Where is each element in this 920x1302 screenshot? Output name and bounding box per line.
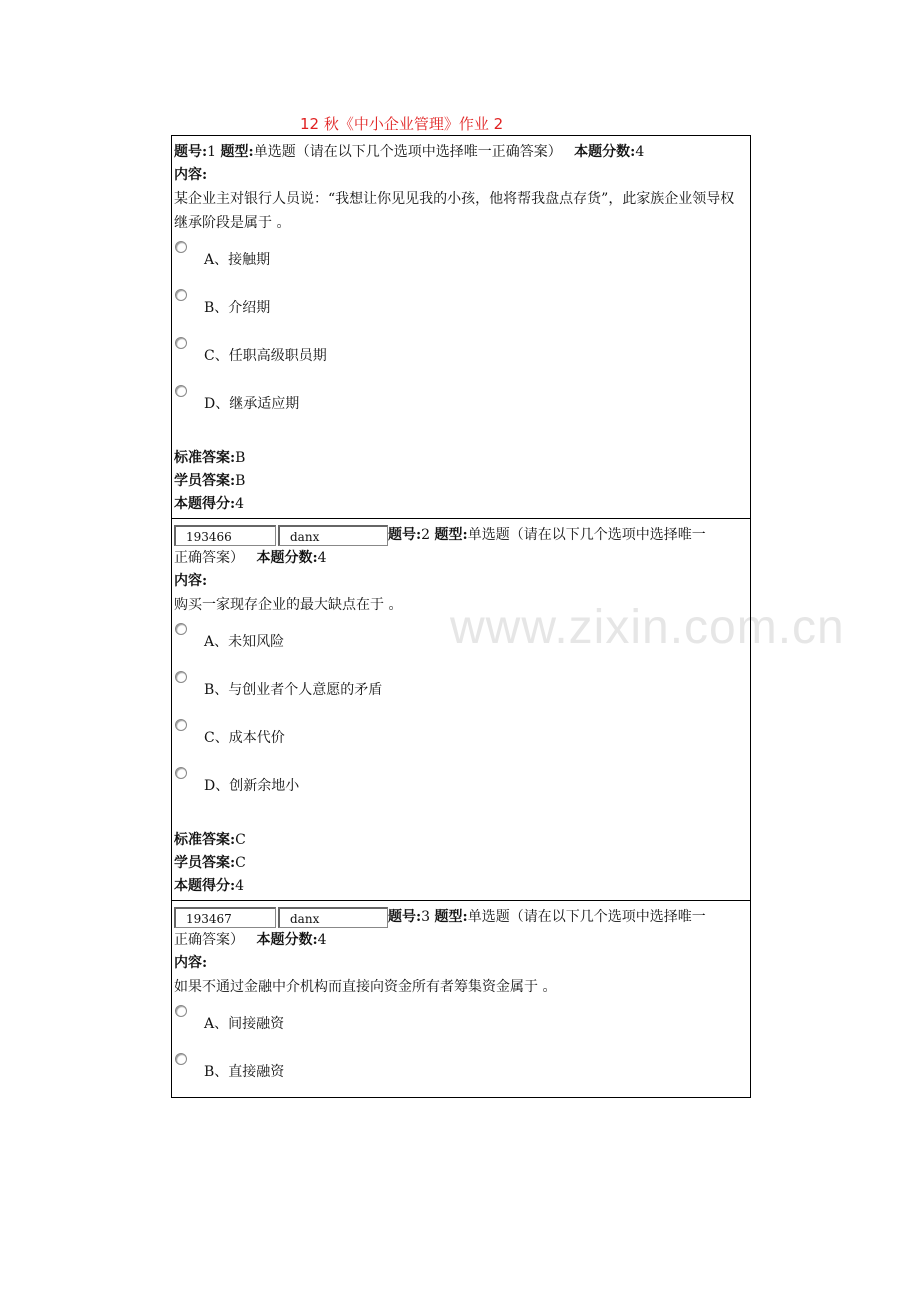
stu-answer-label: 学员答案: [174, 473, 236, 489]
option-label: A、未知风险 [204, 634, 285, 650]
question-header [174, 906, 748, 929]
option-label: C、成本代价 [204, 730, 285, 746]
question-code-field[interactable]: danx [278, 525, 388, 546]
option-b[interactable] [174, 665, 748, 713]
question-header [174, 141, 748, 164]
score-value: 4 [635, 144, 645, 160]
radio-icon[interactable] [175, 719, 187, 731]
option-label: C、任职高级职员期 [204, 348, 327, 364]
content-label: 内容: [174, 955, 208, 971]
got-score-value: 4 [235, 878, 245, 894]
option-label: B、与创业者个人意愿的矛盾 [204, 682, 383, 698]
questions-container [171, 135, 751, 1098]
qtype-value: 单选题（请在以下几个选项中选择唯一 [467, 909, 706, 925]
option-label: B、直接融资 [204, 1064, 285, 1080]
radio-icon[interactable] [175, 241, 187, 253]
content-label: 内容: [174, 167, 208, 183]
question-id-field[interactable]: 193467 [174, 907, 276, 928]
got-score-label: 本题得分: [174, 496, 236, 512]
option-d[interactable] [174, 761, 748, 809]
option-a[interactable] [174, 235, 748, 283]
qtype-value-cont: 正确答案） [174, 550, 244, 566]
got-score-label: 本题得分: [174, 878, 236, 894]
radio-icon[interactable] [175, 1053, 187, 1065]
stu-answer-label: 学员答案: [174, 855, 236, 871]
watermark: www.zixin.com.cn [450, 601, 845, 654]
score-label: 本题分数: [256, 550, 318, 566]
answer-block [174, 829, 748, 898]
qtype-value-cont: 正确答案） [174, 932, 244, 948]
score-label: 本题分数: [256, 932, 318, 948]
option-label: D、创新余地小 [204, 778, 300, 794]
stu-answer-value: C [235, 855, 246, 871]
qnum-label: 题号: [388, 527, 422, 543]
option-a[interactable] [174, 617, 748, 665]
std-answer-value: C [235, 832, 246, 848]
option-b[interactable] [174, 1047, 748, 1095]
qtype-label: 题型: [434, 909, 468, 925]
radio-icon[interactable] [175, 1005, 187, 1017]
page-title: 12 秋《中小企业管理》作业 2 [300, 115, 504, 133]
radio-icon[interactable] [175, 671, 187, 683]
qnum-value: 3 [421, 909, 431, 925]
radio-icon[interactable] [175, 623, 187, 635]
question-id-field[interactable]: 193466 [174, 525, 276, 546]
qnum-label: 题号: [174, 144, 208, 160]
option-label: A、间接融资 [204, 1016, 285, 1032]
qnum-value: 2 [421, 527, 431, 543]
option-label: D、继承适应期 [204, 396, 300, 412]
score-value: 4 [317, 550, 327, 566]
option-label: B、介绍期 [204, 300, 271, 316]
radio-icon[interactable] [175, 385, 187, 397]
score-label: 本题分数: [574, 144, 636, 160]
question-2 [172, 519, 750, 901]
radio-icon[interactable] [175, 767, 187, 779]
question-content: 某企业主对银行人员说：“我想让你见见我的小孩，他将帮我盘点存货”，此家族企业领导权继承阶段是属于 。 [174, 191, 735, 231]
content-label: 内容: [174, 573, 208, 589]
qtype-value: 单选题（请在以下几个选项中选择唯一 [467, 527, 706, 543]
option-c[interactable] [174, 331, 748, 379]
answer-block [174, 447, 748, 516]
radio-icon[interactable] [175, 337, 187, 349]
radio-icon[interactable] [175, 289, 187, 301]
question-code-field[interactable]: danx [278, 907, 388, 928]
std-answer-label: 标准答案: [174, 450, 236, 466]
option-b[interactable] [174, 283, 748, 331]
qnum-label: 题号: [388, 909, 422, 925]
question-content: 购买一家现存企业的最大缺点在于 。 [174, 597, 403, 613]
std-answer-value: B [235, 450, 246, 466]
qnum-value: 1 [207, 144, 217, 160]
qtype-value: 单选题（请在以下几个选项中选择唯一正确答案） [253, 144, 562, 160]
question-1 [172, 136, 750, 519]
qtype-label: 题型: [434, 527, 468, 543]
option-label: A、接触期 [204, 252, 271, 268]
option-c[interactable] [174, 713, 748, 761]
score-value: 4 [317, 932, 327, 948]
option-a[interactable] [174, 999, 748, 1047]
stu-answer-value: B [235, 473, 246, 489]
question-3 [172, 901, 750, 1098]
option-d[interactable] [174, 379, 748, 427]
std-answer-label: 标准答案: [174, 832, 236, 848]
got-score-value: 4 [235, 496, 245, 512]
question-content: 如果不通过金融中介机构而直接向资金所有者筹集资金属于 。 [174, 979, 557, 995]
question-header [174, 524, 748, 547]
qtype-label: 题型: [220, 144, 254, 160]
